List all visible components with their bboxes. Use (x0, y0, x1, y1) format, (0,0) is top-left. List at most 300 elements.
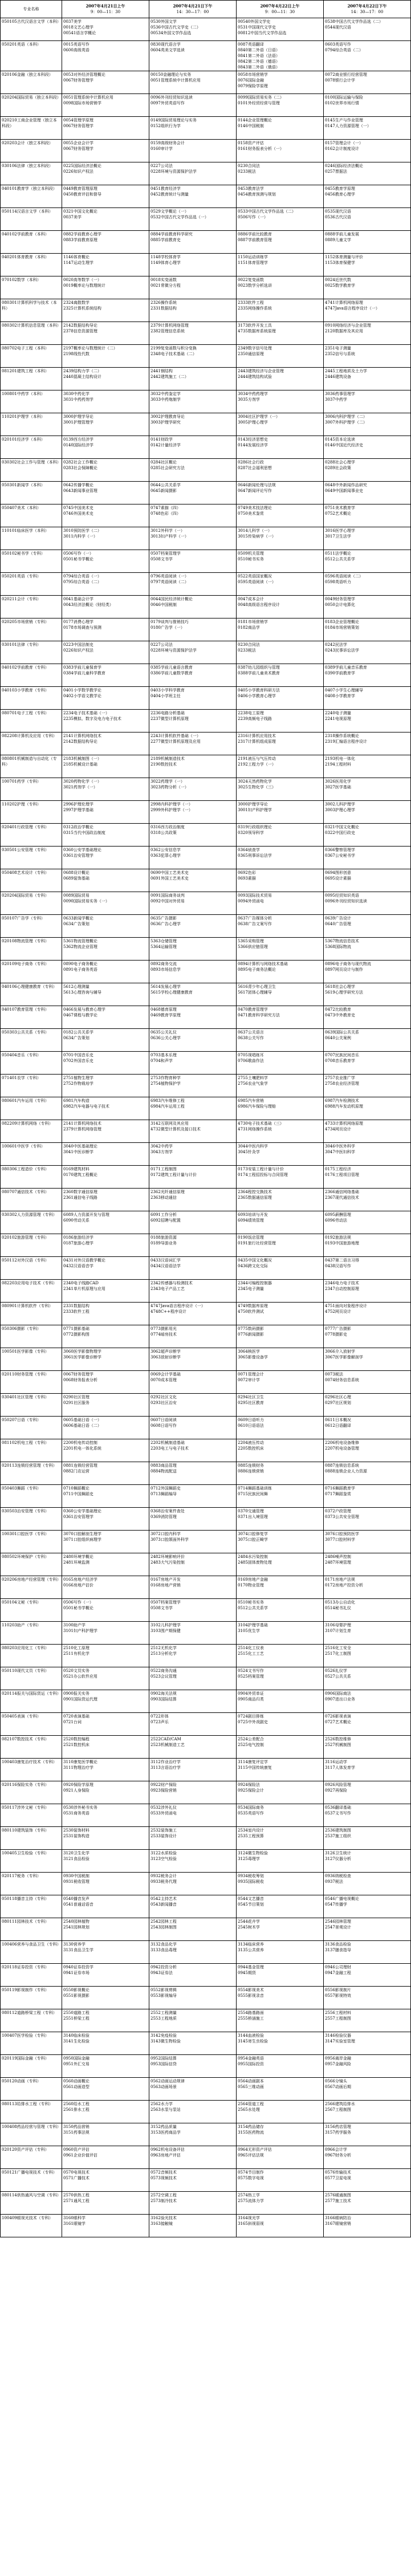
exam-session-cell (62, 1690, 149, 1713)
exam-session-cell (324, 1348, 411, 1371)
course-entry: 0384学前儿童科学教育 (63, 671, 105, 675)
course-entry: 2515化工工艺 (238, 1651, 264, 1656)
exam-session-cell (149, 596, 237, 618)
course-entry: 2379计算机网络管理 (63, 1127, 101, 1132)
course-entry: 0923保险营销 (150, 1788, 177, 1793)
course-entry: 2513分析化学 (150, 1651, 177, 1656)
course-entry: 4735数据库系统原理 (238, 329, 276, 333)
course-entry: 0546广播电视概论 (325, 1897, 359, 1901)
course-entry: 0193中国旅游地理 (325, 1241, 359, 1246)
course-entry: 3060医学影像物理学 (63, 1349, 101, 1354)
course-entry: 0951外汇交易 (63, 2062, 89, 2066)
course-entry: 0435中国文化概况 (238, 1258, 272, 1263)
exam-session-cell (324, 938, 411, 961)
course-entry: 0191旅行社经营管理 (238, 1241, 276, 1246)
exam-session-cell (62, 2123, 149, 2146)
course-entry: 0174工程招投标与合同管理 (238, 1173, 288, 1177)
exam-session-cell (62, 892, 149, 915)
exam-session-cell (324, 2169, 411, 2192)
course-entry: 0091国际商务谈判 (150, 893, 185, 898)
exam-session-cell (237, 1143, 324, 1166)
exam-session-cell (62, 2101, 149, 2123)
exam-session-cell (62, 1143, 149, 1166)
course-entry: 3133食品毒理 (150, 1948, 177, 1952)
exam-session-cell (324, 185, 411, 208)
exam-session-cell (324, 1895, 411, 1918)
exam-session-cell (149, 1850, 237, 1873)
exam-session-cell (324, 1120, 411, 1143)
course-entry: 0454教育预测与规划 (238, 192, 276, 197)
exam-session-cell (62, 1987, 149, 2009)
major-name: 040103小学教育（专科） (1, 687, 62, 710)
course-entry: 0067财务管理学 (63, 78, 93, 83)
course-entry: 3151药事法规 (63, 2130, 89, 2135)
course-entry: 0885学前教育史 (150, 238, 181, 242)
exam-session-cell (324, 573, 411, 596)
session-time: 14：30—17：00 (351, 10, 384, 14)
exam-session-cell (62, 208, 149, 231)
course-entry: 0321中国文化概论 (325, 825, 359, 829)
exam-session-cell (237, 1029, 324, 1052)
exam-session-cell (62, 2192, 149, 2215)
major-name: 030302人力资源管理（专科） (1, 1211, 62, 1234)
table-row (1, 1667, 411, 1690)
exam-session-cell (62, 162, 149, 185)
exam-session-cell (62, 1873, 149, 1895)
exam-session-cell (324, 550, 411, 573)
course-entry: 0527公共关系 (325, 1674, 351, 1679)
course-entry: 0316西方政治制度 (150, 825, 185, 829)
course-entry: 5614发展心理学 (150, 984, 181, 989)
exam-session-cell (324, 208, 411, 231)
exam-session-cell (62, 801, 149, 824)
exam-session-cell (324, 1234, 411, 1257)
course-entry: 00540外国文学史 (238, 19, 271, 24)
course-entry: 2531装饰构造 (63, 1834, 89, 1838)
course-entry: 3037中药学 (325, 397, 347, 402)
exam-session-cell (324, 1052, 411, 1075)
table-row (1, 1918, 411, 1941)
exam-session-cell (149, 550, 237, 573)
course-entry: 3121食品检验 (63, 1857, 89, 1861)
exam-session-cell (62, 1052, 149, 1075)
course-entry: 2552工程测量 (150, 2011, 177, 2015)
course-entry: 0882门店运营 (63, 1469, 89, 1474)
exam-session-cell (62, 618, 149, 641)
course-entry: 0370交通管理 (238, 1509, 264, 1513)
major-name: 110201护理学（本科） (1, 413, 62, 436)
course-entry: 4733计算机网络原理 (325, 1121, 363, 1126)
course-entry: 2342传感器与检测技术 (150, 1281, 193, 1285)
course-entry: 0606基础日语（二） (63, 1423, 101, 1428)
exam-session-cell (237, 1348, 324, 1371)
course-entry: 2570供热工程 (63, 2193, 89, 2197)
course-entry: 0722形体 (150, 1714, 169, 1719)
exam-session-cell (62, 732, 149, 755)
course-entry: 1149体育心理学 (150, 261, 181, 265)
course-entry: 3124微生物检验 (238, 1851, 268, 1855)
course-entry: 3156药店管理 (325, 2125, 351, 2129)
course-entry: 3104护理学基础 (238, 1623, 268, 1627)
course-entry: 0158资产评估 (238, 141, 264, 145)
course-entry: 2527机械制图 (325, 1743, 351, 1747)
major-name: 050403舞蹈（专科） (1, 1485, 62, 1508)
course-entry: 0535英语写作 (238, 1811, 264, 1816)
course-entry: 0192旅游法规 (325, 1235, 351, 1240)
exam-session-cell (237, 140, 324, 162)
major-name: 080112道路桥梁工程（专科） (1, 2009, 62, 2032)
major-name: 050404音乐（专科） (1, 1052, 62, 1075)
exam-session-cell (324, 299, 411, 322)
course-entry: 0886学前比较教育 (238, 232, 272, 237)
course-entry: 0466发展与教育心理学 (63, 1007, 105, 1012)
major-name: 020204国际贸易（专科） (1, 892, 62, 915)
course-entry: 2532装饰施工 (150, 1828, 177, 1833)
exam-session-cell (149, 2078, 237, 2101)
course-entry: 2562水力学 (150, 2102, 173, 2106)
exam-session-cell (324, 504, 411, 527)
course-entry: 0436跨文化交际 (238, 1264, 268, 1268)
course-entry: 0522英语国家概况 (238, 574, 272, 579)
course-entry: 3021药剂学（一） (63, 785, 97, 790)
exam-session-cell (324, 254, 411, 276)
exam-session-cell (237, 1759, 324, 1781)
exam-session-cell (324, 778, 411, 801)
exam-session-cell (237, 345, 324, 368)
course-entry: 0226知识产权法 (63, 169, 93, 174)
course-entry: 3154药品储存 (238, 2125, 264, 2129)
course-entry: 6983汽车维修工程 (150, 1098, 185, 1103)
course-entry: 3165斜视弱视 (238, 2221, 264, 2226)
course-entry: 3111物理治疗学 (63, 1765, 93, 1770)
course-entry: 0941证券市场 (63, 1971, 89, 1975)
exam-session-cell (324, 1690, 411, 1713)
course-entry: 2550道路工程 (63, 2011, 89, 2015)
course-entry: 0947金融工程 (325, 1971, 351, 1975)
course-entry: 0794综合英语（一） (63, 574, 101, 579)
course-entry: 0747素描（四） (150, 506, 181, 510)
exam-session-cell (237, 117, 324, 140)
course-entry: 3015传染病学（一） (238, 534, 276, 539)
exam-session-cell (237, 71, 324, 94)
course-entry: 0433汉语词汇学 (150, 1258, 181, 1263)
course-entry: 0404小学班主任 (150, 694, 181, 698)
course-entry: 0889儿童文学 (325, 238, 351, 242)
course-entry: 3117人体发育学 (325, 1765, 355, 1770)
course-entry: 2185机械设计基础 (63, 762, 97, 767)
course-entry: 2523机械制造工艺 (150, 1743, 185, 1747)
course-entry: 0963房地产评估 (150, 2153, 181, 2158)
table-row (1, 1645, 411, 1667)
course-entry: 0536中国古代文学史（二） (150, 25, 201, 30)
course-entry: 2439结构力学（二） (63, 369, 101, 373)
table-row (1, 641, 411, 664)
course-entry: 0529文学概论（一） (150, 209, 189, 214)
course-entry: 0944基金管理 (238, 1965, 264, 1969)
exam-session-cell (237, 1166, 324, 1189)
course-entry: 3046中医外科学 (325, 1144, 355, 1149)
major-name: 100403康复治疗技术（专科） (1, 1759, 62, 1781)
course-entry: 2533装饰设计 (150, 1834, 177, 1838)
exam-session-cell (324, 710, 411, 732)
course-entry: 0542主持艺术 (150, 1897, 177, 1901)
course-entry: 3134临床营养 (238, 1942, 264, 1947)
course-entry: 2324离散数学 (63, 300, 89, 305)
exam-session-cell (237, 1645, 324, 1667)
course-entry: 6092招聘与配置 (150, 1218, 181, 1223)
exam-session-cell (149, 1485, 237, 1508)
exam-session-cell (324, 2146, 411, 2169)
course-entry: 0610日语语法 (238, 1423, 264, 1428)
course-entry: 0611日本概况 (325, 1418, 351, 1422)
course-entry: 0541普通话语音 (63, 1902, 93, 1907)
major-name: 050120动画（专科） (1, 2078, 62, 2101)
course-entry: 0437第二语言习得 (325, 1258, 359, 1263)
course-entry: 0556影视制片 (325, 1988, 351, 1992)
course-entry: 6091工作分析 (150, 1212, 177, 1217)
exam-session-cell (149, 1097, 237, 1120)
course-entry: 2524公差配合 (238, 1737, 264, 1741)
exam-session-cell (324, 1485, 411, 1508)
major-name: 082203应用电子技术（专科） (1, 1280, 62, 1303)
exam-session-cell (62, 1120, 149, 1143)
course-entry: 0093国际技术贸易 (238, 893, 272, 898)
course-entry: 0070成本管理 (150, 1378, 177, 1382)
exam-session-cell (149, 1462, 237, 1485)
exam-session-cell (149, 1599, 237, 1622)
course-entry: 0159高级财务会计 (150, 141, 185, 145)
course-entry: 2554路基路面 (238, 2011, 264, 2015)
course-entry: 0634广告策划 (63, 922, 89, 926)
course-entry: 0796英语阅读（一） (150, 574, 189, 579)
course-entry: 0640广告管理 (325, 922, 351, 926)
course-entry: 0841第二外语（法语） (238, 54, 280, 58)
course-entry: 0291社区服务 (63, 1401, 89, 1405)
exam-session-cell (149, 299, 237, 322)
table-row (1, 276, 411, 299)
table-row (1, 459, 411, 482)
exam-session-cell (324, 1211, 411, 1234)
exam-session-cell (149, 2009, 237, 2032)
course-entry: 0227公司法 (150, 642, 173, 647)
course-entry: 0228环境与资源保护法学 (150, 169, 197, 174)
course-entry: 0072审计学 (238, 1378, 260, 1382)
course-entry: 2197概率论与数理统计（二） (63, 346, 117, 351)
course-entry: 3071口腔组织病理学 (63, 1537, 101, 1542)
course-entry: 0648中外新闻作品研究 (325, 483, 367, 487)
course-entry: 3123空气检验 (150, 1857, 177, 1861)
course-entry: 0795综合英语（二） (63, 580, 101, 584)
course-entry: 0888连锁企业人力资源 (325, 1469, 367, 1474)
course-entry: 0182公共关系学 (63, 1030, 93, 1035)
course-entry: 0366警察管理学 (325, 848, 355, 852)
course-entry: 0691外国工艺美术史 (150, 876, 189, 881)
exam-session-cell (237, 1211, 324, 1234)
course-entry: 0745中国美术史 (63, 506, 93, 510)
course-entry: 0933税务代理 (150, 1879, 177, 1884)
course-entry: 0018文艺心理学 (63, 25, 93, 30)
course-entry: 0634广告策划 (63, 1036, 89, 1040)
exam-session-cell (62, 2169, 149, 2192)
major-name: 020211会计（专科） (1, 596, 62, 618)
course-entry: 0695设计素描 (325, 876, 351, 881)
course-entry: 0090国际贸易实务（一） (63, 899, 109, 904)
course-entry: 3107计划生育 (325, 1629, 351, 1633)
course-entry: 0635广告摄影 (150, 916, 177, 921)
exam-session-cell (324, 732, 411, 755)
course-entry: 0930中国税制 (63, 1874, 89, 1878)
course-entry: 0887连锁信息系统 (325, 1463, 359, 1468)
exam-session-cell (62, 1964, 149, 1987)
course-entry: 2366通信网络基础 (325, 1190, 359, 1194)
course-entry: 0171工程制图 (150, 1167, 177, 1171)
course-entry: 0178市场调查与预测 (63, 625, 101, 630)
course-entry: 0510秘书实务 (238, 557, 264, 561)
course-entry: 0172房地产投资分析 (325, 1583, 363, 1588)
exam-session-cell (324, 1189, 411, 1211)
exam-session-cell (324, 322, 411, 345)
course-entry: 0058市场营销学 (238, 72, 268, 77)
header-row (1, 1, 411, 18)
course-entry: 0522商务沟通 (150, 1669, 177, 1673)
course-entry: 0144发展经济学 (238, 443, 268, 447)
course-entry: 2343电子产品工艺 (150, 1287, 185, 1291)
major-name: 030501公安管理（专科） (1, 847, 62, 869)
table-row (1, 1029, 411, 1052)
exam-session-cell (237, 1941, 324, 1964)
major-name: 100301口腔医学（专科） (1, 1531, 62, 1553)
exam-session-cell (62, 1462, 149, 1485)
major-name: 020401行政管理（专科） (1, 824, 62, 847)
major-name: 030106法律（独立本科段） (1, 162, 62, 185)
course-entry: 2345电子测量 (238, 1287, 264, 1291)
table-row (1, 1964, 411, 1987)
course-entry: 0021常微分方程 (150, 283, 181, 288)
exam-session-cell (237, 1827, 324, 1850)
course-entry: 0706歌曲作法 (238, 1059, 264, 1063)
course-entry: 0544现代汉语 (325, 25, 351, 30)
exam-session-cell (324, 641, 411, 664)
course-entry: 0095经贸知识英语 (325, 893, 359, 898)
course-entry: 0714舞蹈基础训练 (238, 1486, 272, 1491)
exam-session-cell (62, 1029, 149, 1052)
course-entry: 0149国际贸易理论与实务 (150, 118, 197, 123)
exam-session-cell (62, 824, 149, 847)
course-entry: 0053对外经济管理概论 (63, 72, 105, 77)
exam-session-cell (237, 436, 324, 459)
major-name: 050405表演（专科） (1, 1713, 62, 1736)
exam-session-cell (324, 1576, 411, 1599)
exam-session-cell (149, 915, 237, 938)
exam-session-cell (62, 1508, 149, 1531)
table-row (1, 596, 411, 618)
course-entry: 0312政治学概论 (63, 825, 93, 829)
exam-session-cell (324, 162, 411, 185)
course-entry: 0098国际市场营销学 (63, 101, 101, 105)
course-entry: 0096外刊经贸知识选读 (150, 95, 193, 100)
course-entry: 2556工程材料 (325, 2011, 351, 2015)
course-entry: 0945期货 (238, 1971, 256, 1975)
course-entry: 0612日语翻译 (325, 1423, 351, 1428)
exam-session-cell (324, 1918, 411, 1941)
course-entry: 2997护理学基础 (63, 808, 93, 812)
exam-session-cell (237, 915, 324, 938)
course-entry: 2352信号与系统 (325, 352, 355, 356)
table-row (1, 2146, 411, 2169)
exam-session-cell (149, 1075, 237, 1097)
course-entry: 0295社区教育 (238, 1401, 264, 1405)
table-row (1, 2215, 411, 2237)
course-entry: 0360公安学基础理论 (63, 1509, 101, 1513)
course-entry: 2277微型计算机原理及应用 (150, 739, 201, 744)
course-entry: 5364运输管理 (150, 945, 177, 949)
course-entry: 0532中国古代文学作品选（一） (150, 215, 209, 219)
course-entry: 2236电路分析基础 (150, 711, 185, 715)
exam-session-cell (237, 1667, 324, 1690)
course-entry: 3032中药鉴定学 (150, 392, 181, 396)
course-entry: 2557工程制图 (325, 2016, 351, 2021)
major-name: 040101教育学（独立本科段） (1, 185, 62, 208)
course-entry: 0725中外戏剧史 (238, 1720, 268, 1724)
exam-session-cell (149, 1713, 237, 1736)
exam-session-cell (237, 1303, 324, 1325)
exam-session-cell (149, 801, 237, 824)
exam-session-cell (324, 368, 411, 390)
course-entry: 0467课程与教学论 (63, 1013, 97, 1018)
major-name: 100407医学检验（专科） (1, 2032, 62, 2055)
course-entry: 2206机电设备维修 (325, 1440, 359, 1445)
course-entry: 2526数控维修 (325, 1737, 351, 1741)
exam-session-cell (237, 231, 324, 254)
course-entry: 2382管理信息系统 (150, 329, 185, 333)
course-entry: 0139西方经济学 (63, 437, 93, 442)
session-date: 2007年4月21日上午 (86, 3, 125, 9)
exam-session-cell (324, 1759, 411, 1781)
exam-session-cell (149, 1645, 237, 1667)
course-entry: 0373公共安全管理 (325, 1515, 359, 1519)
course-entry: 5368国际物流 (325, 945, 351, 949)
exam-session-cell (149, 1987, 237, 2009)
course-entry: 0957金融风险 (325, 2062, 351, 2066)
course-entry: 0840第二外语（日语） (238, 48, 280, 52)
course-entry: 2758农业经济管理 (325, 1081, 359, 1086)
course-entry: 0643新闻事业管理 (63, 489, 97, 493)
table-row (1, 1941, 411, 1964)
course-entry: 3160眼科学 (63, 2216, 86, 2220)
course-entry: 3152药品质量 (150, 2125, 177, 2129)
exam-session-cell (324, 1599, 411, 1622)
course-entry: 2564管道工程 (238, 2102, 264, 2106)
course-entry: 5613心理咨询与辅导 (63, 990, 101, 995)
course-entry: 3113言语治疗学 (150, 1765, 181, 1770)
course-entry: 3017卫生法学 (325, 534, 351, 539)
session-header-2 (149, 1, 237, 18)
table-row (1, 1781, 411, 1804)
table-row (1, 983, 411, 1006)
table-row (1, 1234, 411, 1257)
course-entry: 0024近世代数 (325, 278, 351, 282)
exam-session-cell (149, 436, 237, 459)
course-entry: 2120数据库及其应用 (325, 329, 363, 333)
course-entry: 0023数学分析选讲 (238, 283, 272, 288)
course-entry: 2540园林植物 (63, 1919, 89, 1924)
exam-session-cell (237, 1918, 324, 1941)
course-entry: 0707民族民间音乐 (325, 1053, 359, 1057)
course-entry: 0402小学语文教学论 (63, 694, 101, 698)
exam-session-cell (324, 824, 411, 847)
course-entry: 0576传输技术 (325, 2170, 351, 2175)
exam-session-cell (324, 527, 411, 550)
